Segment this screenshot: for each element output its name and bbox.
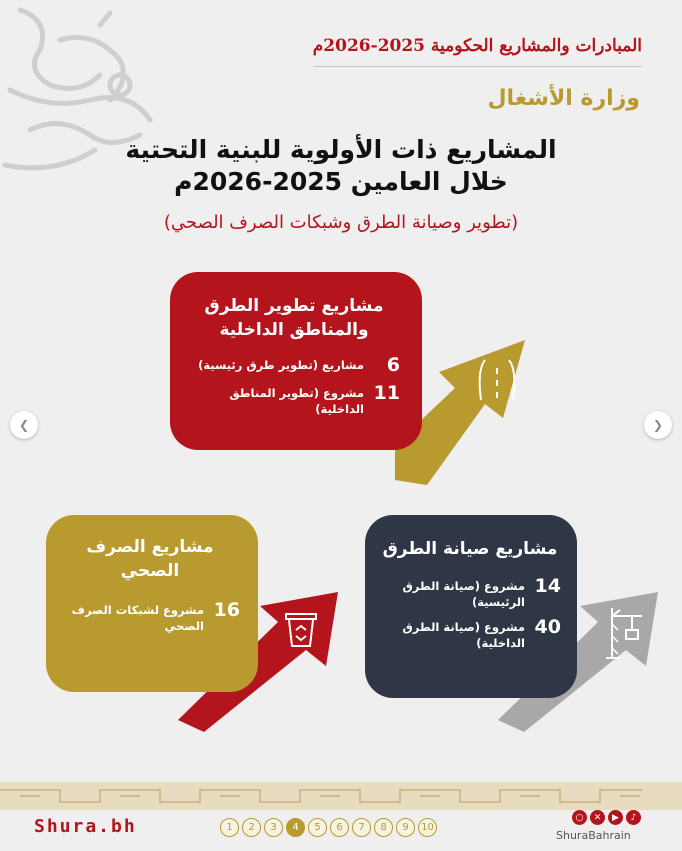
youtube-icon[interactable]: ▶ [608,810,623,825]
instagram-icon[interactable]: ○ [572,810,587,825]
site-url[interactable]: Shura.bh [34,816,137,837]
roads-maintenance-title: مشاريع صيانة الطرق [382,539,558,559]
page-headline [0,134,682,198]
list-item [188,382,400,417]
item-number: 16 [213,599,240,621]
item-text [72,599,204,634]
page-indicator [220,818,437,837]
page-dot-active[interactable]: 4 [286,818,305,837]
page-dot[interactable]: 9 [396,818,415,837]
page-dot[interactable]: 7 [352,818,371,837]
roads-development-title [188,294,400,342]
item-number: 40 [534,616,561,638]
item-number: 6 [386,354,400,376]
roads-maintenance-card [365,515,577,698]
sewage-title-2: الصحي [120,561,180,581]
carousel-next-button[interactable] [644,411,672,439]
page-dot[interactable]: 1 [220,818,239,837]
item-text [402,575,525,610]
item-text-line-1: مشروع (صيانة الطرق [402,579,525,593]
page-dot[interactable]: 6 [330,818,349,837]
footer-ornament [0,782,682,810]
item-text [402,616,525,651]
item-number: 11 [373,382,400,404]
list-item [188,354,400,376]
list-item [379,616,561,651]
social-links [572,810,641,825]
headline-line-2: خلال العامين 2025-2026م [174,167,508,196]
item-text-line-2: الصحي [164,619,204,633]
page-dot[interactable]: 3 [264,818,283,837]
roads-development-card [170,272,422,450]
item-text-line-1: مشروع لشبكات الصرف [71,603,204,617]
item-text-line-2: الرئيسية) [471,595,525,609]
roads-development-title-1: مشاريع تطوير الطرق [204,296,384,316]
tiktok-icon[interactable]: ♪ [626,810,641,825]
roads-development-title-2: والمناطق الداخلية [219,320,369,340]
header-divider [314,66,642,67]
item-text-line-1: مشروع (صيانة الطرق [402,620,525,634]
page-dot[interactable]: 10 [418,818,437,837]
x-icon[interactable]: ✕ [590,810,605,825]
headline-line-1: المشاريع ذات الأولوية للبنية التحتية [125,135,557,164]
list-item [379,575,561,610]
sewage-card [46,515,258,692]
page-dot[interactable]: 2 [242,818,261,837]
list-item [60,599,240,634]
ministry-name: وزارة الأشغال [487,86,640,111]
item-text: مشروع (تطوير المناطق الداخلية) [229,386,364,416]
item-number: 14 [534,575,561,597]
chevron-left-icon: ❮ [18,418,30,432]
sewage-title [60,535,240,583]
item-text: مشاريع (تطوير طرق رئيسية) [198,358,364,372]
chevron-right-icon: ❯ [652,418,664,432]
carousel-prev-button[interactable] [10,411,38,439]
page-dot[interactable]: 5 [308,818,327,837]
page-dot[interactable]: 8 [374,818,393,837]
item-text-line-2: الداخلية) [476,636,525,650]
social-handle[interactable]: ShuraBahrain [556,829,631,842]
sewage-title-1: مشاريع الصرف [86,537,214,557]
header-title: المبادرات والمشاريع الحكومية 2025-2026م [312,36,642,56]
page-subtitle: (تطوير وصيانة الطرق وشبكات الصرف الصحي) [163,212,519,233]
